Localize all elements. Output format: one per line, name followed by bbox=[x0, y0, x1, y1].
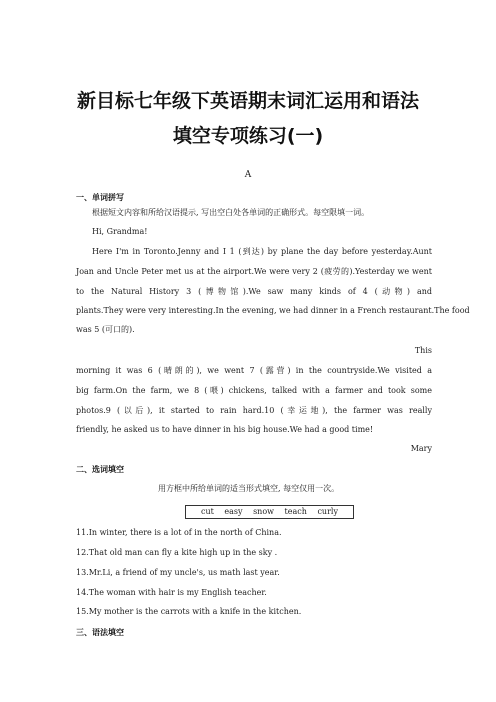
word-box: cut easy snow teach curly bbox=[185, 505, 354, 519]
letter-line: friendly, he asked us to have dinner in his big house.We had a good time! bbox=[76, 425, 374, 434]
letter-greeting: Hi, Grandma! bbox=[92, 227, 148, 236]
letter-line: plants.They were very interesting.In the evening, we had dinner in a French restaurant.The food bbox=[76, 306, 470, 315]
exercise-item: 12.That old man can fly a kite high up in the sky . bbox=[76, 548, 278, 557]
exercise-item: 15.My mother is the carrots with a knife in the kitchen. bbox=[76, 607, 302, 616]
letter-line: This bbox=[414, 346, 432, 355]
letter-line: was 5 (可口的). bbox=[76, 325, 135, 334]
section-a-label: A bbox=[244, 170, 252, 180]
letter-line: photos.9 (以后), it started to rain hard.10 (幸运地), the farmer was really bbox=[76, 406, 432, 415]
part2-heading: 二、选词填空 bbox=[76, 465, 124, 474]
letter-line: Here I'm in Toronto.Jenny and I 1 (到达) by plane the day before yesterday.Aunt bbox=[92, 247, 432, 256]
part1-heading: 一、单词拼写 bbox=[76, 193, 124, 202]
part1-instruction: 根据短文内容和所给汉语提示, 写出空白处各单词的正确形式。每空限填一词。 bbox=[92, 208, 370, 217]
exercise-item: 11.In winter, there is a lot of in the north of China. bbox=[76, 528, 282, 537]
part2-instruction: 用方框中所给单词的适当形式填空, 每空仅用一次。 bbox=[158, 484, 340, 493]
letter-line: to the Natural History 3 (博物馆).We saw many kinds of 4 (动物) and bbox=[76, 287, 432, 296]
page-title-line-2: 填空专项练习(一) bbox=[172, 125, 324, 147]
letter-line: Joan and Uncle Peter met us at the airport.We were very 2 (疲劳的).Yesterday we went bbox=[76, 267, 432, 276]
exercise-item: 13.Mr.Li, a friend of my uncle's, us math last year. bbox=[76, 568, 280, 577]
part3-heading: 三、语法填空 bbox=[76, 628, 124, 637]
page-title-line-1: 新目标七年级下英语期末词汇运用和语法 bbox=[76, 90, 419, 112]
letter-line: big farm.On the farm, we 8 (喂) chickens, talked with a farmer and took some bbox=[76, 386, 432, 395]
letter-signature: Mary bbox=[410, 444, 432, 453]
exercise-item: 14.The woman with hair is my English teacher. bbox=[76, 588, 267, 597]
letter-line: morning it was 6 (晴朗的), we went 7 (露营) in the countryside.We visited a bbox=[76, 366, 432, 375]
